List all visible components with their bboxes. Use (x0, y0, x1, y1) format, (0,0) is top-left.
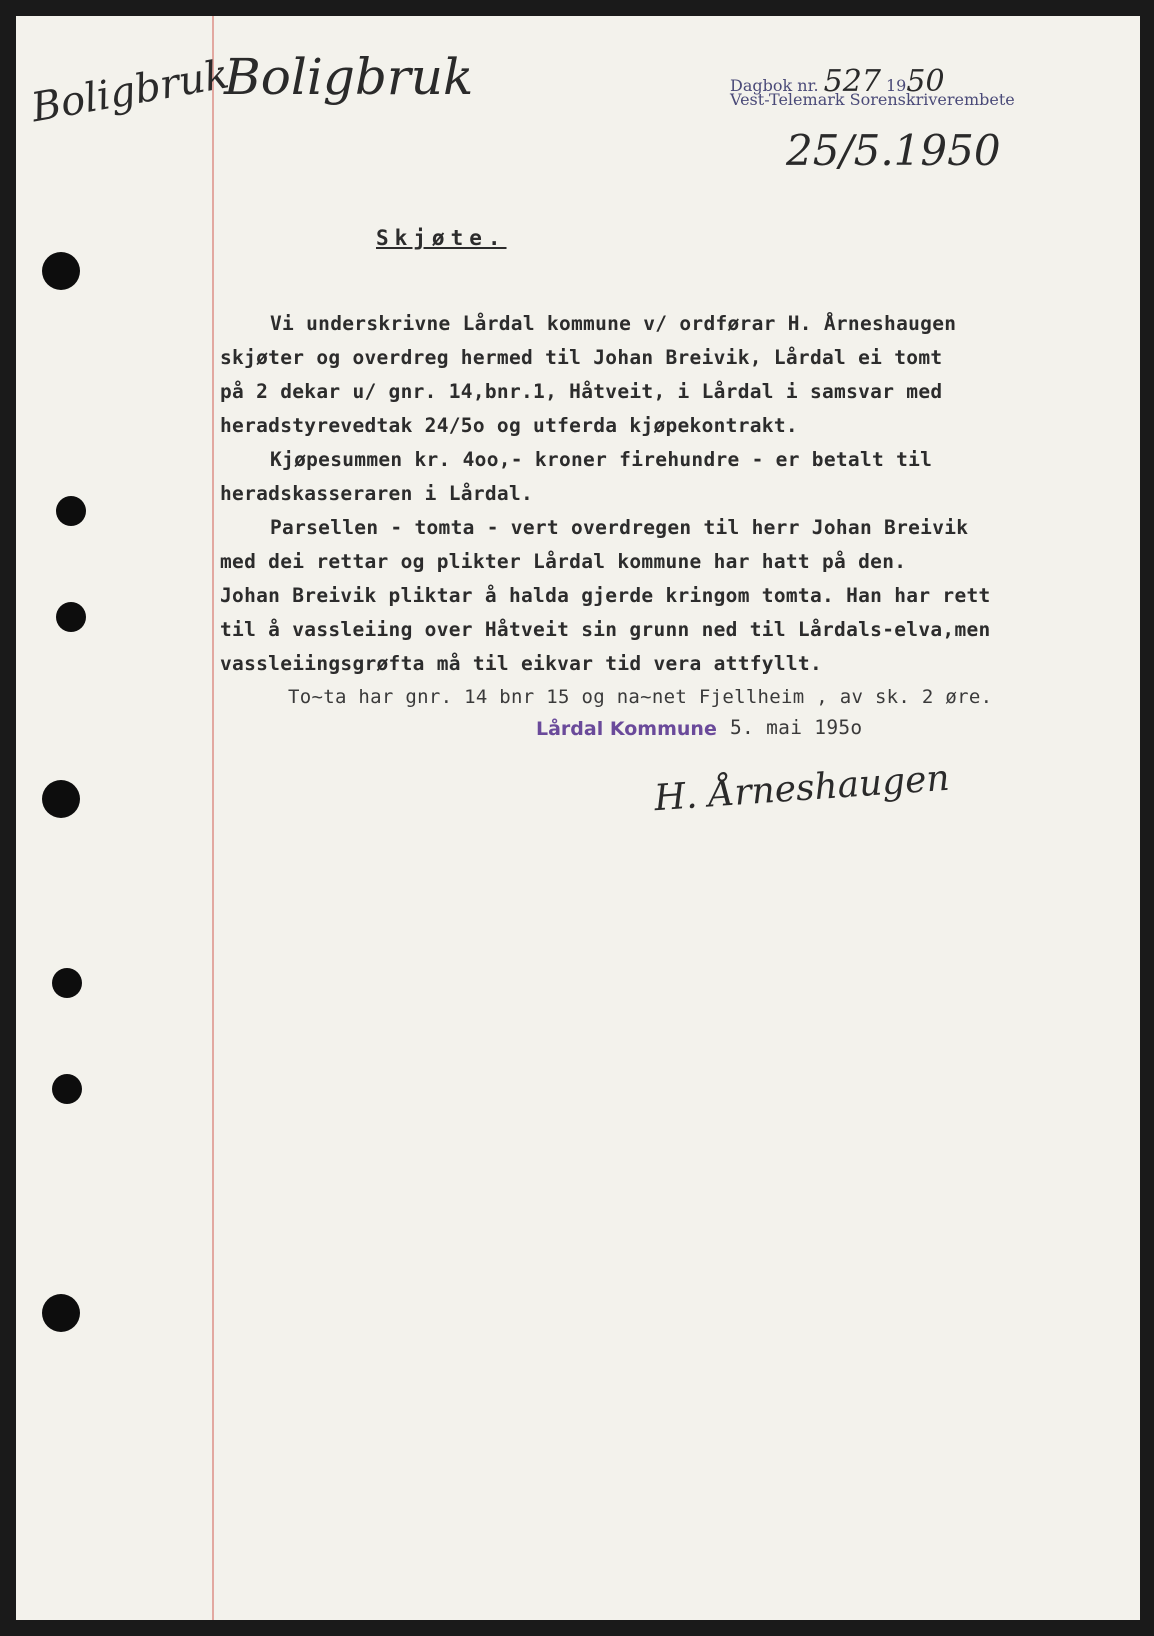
document-title: Skjøte. (376, 226, 507, 250)
punch-hole (42, 252, 80, 290)
body-line: vassleiingsgrøfta må til eikvar tid vera attfyllt. (220, 652, 822, 675)
dagbok-label: Dagbok nr. (730, 76, 819, 95)
body-line: Parsellen - tomta - vert overdregen til herr Johan Breivik (270, 516, 969, 539)
addendum-line: To~ta har gnr. 14 bnr 15 og na~net Fjellheim , av sk. 2 øre. (288, 686, 993, 708)
body-line: Vi underskrivne Lårdal kommune v/ ordførar H. Årneshaugen (270, 312, 957, 335)
body-line: på 2 dekar u/ gnr. 14,bnr.1, Håtveit, i Lårdal i samsvar med (220, 380, 943, 403)
signature: H. Årneshaugen (652, 757, 951, 820)
body-line: heradstyrevedtak 24/5o og utferda kjøpekontrakt. (220, 414, 798, 437)
body-line: med dei rettar og plikter Lårdal kommune har hatt på den. (220, 550, 907, 573)
body-line: Johan Breivik pliktar å halda gjerde kringom tomta. Han har rett (220, 584, 991, 607)
document-date: 5. mai 195o (730, 716, 863, 739)
body-line: skjøter og overdreg hermed til Johan Breivik, Lårdal ei tomt (220, 346, 943, 369)
body-line: heradskasseraren i Lårdal. (220, 482, 534, 505)
municipality-stamp: Lårdal Kommune (536, 718, 717, 740)
dagbok-year-suffix: 50 (906, 64, 945, 99)
dagbok-number: 527 (823, 64, 881, 99)
body-line: Kjøpesummen kr. 4oo,- kroner firehundre - er betalt til (270, 448, 933, 471)
document-page (16, 16, 1140, 1620)
office-stamp: Vest-Telemark Sorenskriverembete (730, 90, 1015, 109)
punch-hole (56, 602, 86, 632)
header-annotation: Boligbruk (224, 48, 474, 106)
punch-hole (42, 780, 80, 818)
punch-hole (52, 968, 82, 998)
registered-date: 25/5.1950 (786, 126, 1001, 175)
punch-hole (42, 1294, 80, 1332)
margin-annotation: Boligbruk (28, 51, 233, 132)
dagbok-year-prefix: 19 (886, 76, 907, 95)
body-line: til å vassleiing over Håtveit sin grunn ned til Lårdals-elva,men (220, 618, 991, 641)
punch-hole (56, 496, 86, 526)
punch-hole (52, 1074, 82, 1104)
margin-line (212, 16, 214, 1620)
